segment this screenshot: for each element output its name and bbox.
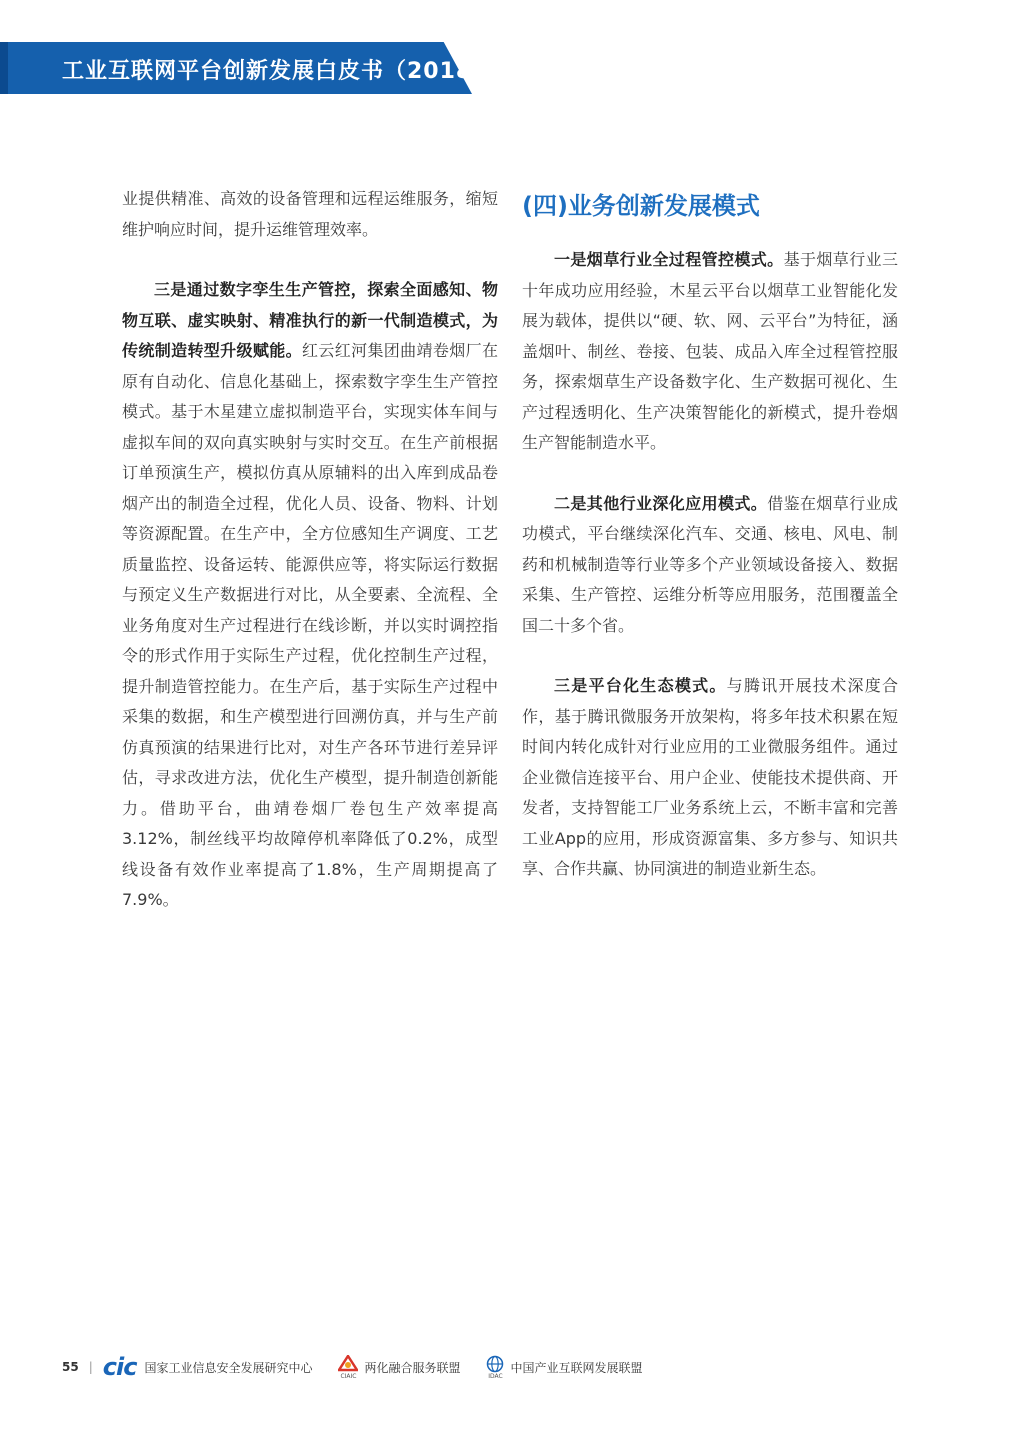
- paragraph-continued: 业提供精准、高效的设备管理和远程运维服务，缩短维护响应时间，提升运维管理效率。: [122, 189, 498, 239]
- document-title: 工业互联网平台创新发展白皮书（2018）: [62, 59, 496, 84]
- paragraph-ecosystem: [522, 671, 898, 885]
- paragraph-lead: 一是烟草行业全过程管控模式。: [554, 250, 784, 269]
- org-name-ciaic: 两化融合服务联盟: [364, 1360, 461, 1375]
- ciaic-logo-icon: [338, 1355, 358, 1380]
- paragraph-other-industries: [522, 489, 898, 642]
- globe-icon: [486, 1355, 504, 1373]
- paragraph-body: 与腾讯开展技术深度合作，基于腾讯微服务开放架构，将多年技术积累在短时间内转化成针对行业应用的工业微服务组件。通过企业微信连接平台、用户企业、使能技术提供商、开发者，支持智能工厂业务系统上云，不断丰富和完善工业App的应用，形成资源富集、多方参与、知识共享、合作共赢、协同演进的制造业新生态。: [522, 676, 898, 878]
- paragraph-lead: 三是通过数字孪生生产管控，探索全面感知、物物互联、虚实映射、精准执行的新一代制造模式，为传统制造转型升级赋能。: [122, 280, 498, 360]
- section-heading: (四)业务创新发展模式: [522, 192, 760, 220]
- page-footer: [62, 1352, 762, 1382]
- paragraph-lead: 二是其他行业深化应用模式。: [554, 493, 768, 513]
- footer-separator: |: [88, 1360, 93, 1374]
- paragraph-body: 基于烟草行业三十年成功应用经验，木星云平台以烟草工业智能化发展为载体，提供以“硬、软、网、云平台”为特征，涵盖烟叶、制丝、卷接、包装、成品入库全过程管控服务，探索烟草生产设备数字化、生产数据可视化、生产过程透明化、生产决策智能化的新模式，提升卷烟生产智能制造水平。: [522, 250, 898, 452]
- header-banner-accent: [0, 42, 8, 94]
- paragraph-digital-twin: [122, 275, 498, 916]
- cic-logo-icon: cic: [102, 1353, 137, 1381]
- paragraph-body: 红云红河集团曲靖卷烟厂在原有自动化、信息化基础上，探索数字孪生生产管控模式。基于木星建立虚拟制造平台，实现实体车间与虚拟车间的双向真实映射与实时交互。在生产前根据订单预演生产，模拟仿真从原辅料的出入库到成品卷烟产出的制造全过程，优化人员、设备、物料、计划等资源配置。在生产中，全方位感知生产调度、工艺质量监控、设备运转、能源供应等，将实际运行数据与预定义生产数据进行对比，从全要素、全流程、全业务角度对生产过程进行在线诊断，并以实时调控指令的形式作用于实际生产过程，优化控制生产过程，提升制造管控能力。在生产后，基于实际生产过程中采集的数据，和生产模型进行回溯仿真，并与生产前仿真预演的结果进行比对，对生产各环节进行差异评估，寻求改进方法，优化生产模型，提升制造创新能力。借助平台，曲靖卷烟厂卷包生产效率提高3.12%，制丝线平均故障停机率降低了0.2%，成型线设备有效作业率提高了1.8%，生产周期提高了7.9%。: [122, 341, 498, 909]
- paragraph-tobacco-mode: [522, 245, 898, 459]
- ciaic-logo-text: CIAIC: [340, 1372, 357, 1380]
- page-number: 55: [62, 1360, 79, 1374]
- org-name-cic: 国家工业信息安全发展研究中心: [144, 1360, 313, 1375]
- right-column: [522, 245, 898, 885]
- idac-logo-icon: [486, 1355, 504, 1380]
- ciaic-emblem-icon: [338, 1355, 358, 1373]
- left-column: [122, 184, 498, 916]
- paragraph-lead: 三是平台化生态模式。: [554, 676, 727, 695]
- idac-logo-text: IDAC: [488, 1372, 503, 1380]
- paragraph-body: 借鉴在烟草行业成功模式，平台继续深化汽车、交通、核电、风电、制药和机械制造等行业等多个产业领域设备接入、数据采集、生产管控、运维分析等应用服务，范围覆盖全国二十多个省。: [522, 493, 898, 635]
- org-name-idac: 中国产业互联网发展联盟: [510, 1360, 643, 1375]
